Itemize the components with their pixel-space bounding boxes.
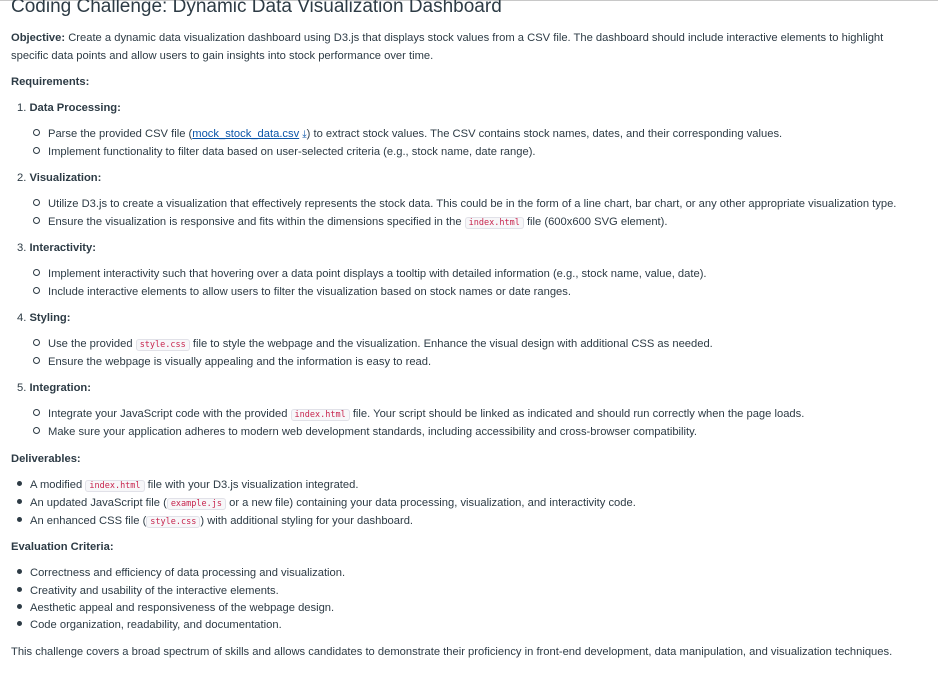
list-item: An enhanced CSS file ( style.css ) with additional styling for your dashboard. [17, 513, 413, 530]
inline-code: index.html [465, 217, 524, 229]
list-item: Implement functionality to filter data based on user-selected criteria (e.g., stock name, date range). [33, 144, 536, 160]
section-number: 4. [17, 312, 27, 324]
section-title: Interactivity: [29, 242, 96, 254]
section-number: 5. [17, 382, 27, 394]
objective-line-1 [11, 30, 883, 46]
inline-code: style.css [136, 339, 190, 351]
section-number: 2. [17, 172, 27, 184]
page-title: Coding Challenge: Dynamic Data Visualization Dashboard [11, 0, 502, 17]
list-item: Aesthetic appeal and responsiveness of the webpage design. [17, 600, 334, 616]
list-item: Correctness and efficiency of data processing and visualization. [17, 565, 345, 581]
section-title: Visualization: [29, 172, 102, 184]
csv-download-link[interactable]: mock_stock_data.csv [192, 128, 300, 140]
section-heading-styling [17, 310, 70, 326]
list-item: Use the provided style.css file to style the webpage and the visualization. Enhance the visual design with additional CSS as needed. [33, 336, 713, 353]
bullet-icon [17, 517, 22, 522]
objective-label: Objective: [11, 32, 66, 44]
evaluation-heading: Evaluation Criteria: [11, 541, 114, 553]
list-item: Make sure your application adheres to modern web development standards, including accessibility and cross-browser compatibility. [33, 424, 697, 440]
section-heading-visualization [17, 170, 101, 186]
inline-code: index.html [291, 409, 350, 421]
section-number: 3. [17, 242, 27, 254]
list-item: Parse the provided CSV file (mock_stock_data.csv ⤓) to extract stock values. The CSV contains stock names, dates, and their corresponding values. [33, 126, 782, 143]
list-item: Implement interactivity such that hovering over a data point displays a tooltip with detailed information (e.g., stock name, value, date). [33, 266, 707, 282]
deliverables-heading: Deliverables: [11, 453, 81, 465]
list-item: Code organization, readability, and documentation. [17, 617, 282, 633]
bullet-icon [17, 587, 22, 592]
list-item: Ensure the visualization is responsive and fits within the dimensions specified in the index.html file (600x600 SVG element). [33, 214, 668, 231]
circle-bullet-icon [33, 129, 40, 136]
section-title: Styling: [29, 312, 71, 324]
circle-bullet-icon [33, 409, 40, 416]
list-item: Include interactive elements to allow users to filter the visualization based on stock names or date ranges. [33, 284, 571, 300]
circle-bullet-icon [33, 287, 40, 294]
inline-code: index.html [85, 480, 144, 492]
bullet-icon [17, 499, 22, 504]
list-item: A modified index.html file with your D3.js visualization integrated. [17, 477, 358, 494]
circle-bullet-icon [33, 147, 40, 154]
circle-bullet-icon [33, 339, 40, 346]
list-item: Ensure the webpage is visually appealing and the information is easy to read. [33, 354, 431, 370]
circle-bullet-icon [33, 217, 40, 224]
inline-code: example.js [167, 498, 226, 510]
requirements-heading: Requirements: [11, 76, 90, 88]
section-heading-integration [17, 380, 91, 396]
section-title: Integration: [29, 382, 91, 394]
footer-text: This challenge covers a broad spectrum of skills and allows candidates to demonstrate their proficiency in front-end development, data manipulation, and visualization techniques. [11, 646, 893, 658]
list-item: Integrate your JavaScript code with the provided index.html file. Your script should be linked as indicated and should run correctly when the page loads. [33, 406, 804, 423]
list-item: An updated JavaScript file ( example.js or a new file) containing your data processing, visualization, and interactivity code. [17, 495, 636, 512]
section-heading-data-processing [17, 100, 121, 116]
circle-bullet-icon [33, 357, 40, 364]
section-number: 1. [17, 102, 27, 114]
download-icon[interactable]: ⤓ [302, 129, 307, 140]
inline-code: style.css [146, 516, 200, 528]
circle-bullet-icon [33, 269, 40, 276]
objective-text-1: Create a dynamic data visualization dashboard using D3.js that displays stock values from a CSV file. The dashboard should include interactive elements to highlight [65, 32, 884, 44]
list-item: Creativity and usability of the interactive elements. [17, 583, 279, 599]
objective-line-2: specific data points and allow users to gain insights into stock performance over time. [11, 50, 434, 62]
circle-bullet-icon [33, 199, 40, 206]
bullet-icon [17, 481, 22, 486]
bullet-icon [17, 569, 22, 574]
bullet-icon [17, 604, 22, 609]
bullet-icon [17, 621, 22, 626]
list-item: Utilize D3.js to create a visualization that effectively represents the stock data. This could be in the form of a line chart, bar chart, or any other appropriate visualization type. [33, 196, 896, 212]
section-heading-interactivity [17, 240, 96, 256]
section-title: Data Processing: [29, 102, 121, 114]
circle-bullet-icon [33, 427, 40, 434]
